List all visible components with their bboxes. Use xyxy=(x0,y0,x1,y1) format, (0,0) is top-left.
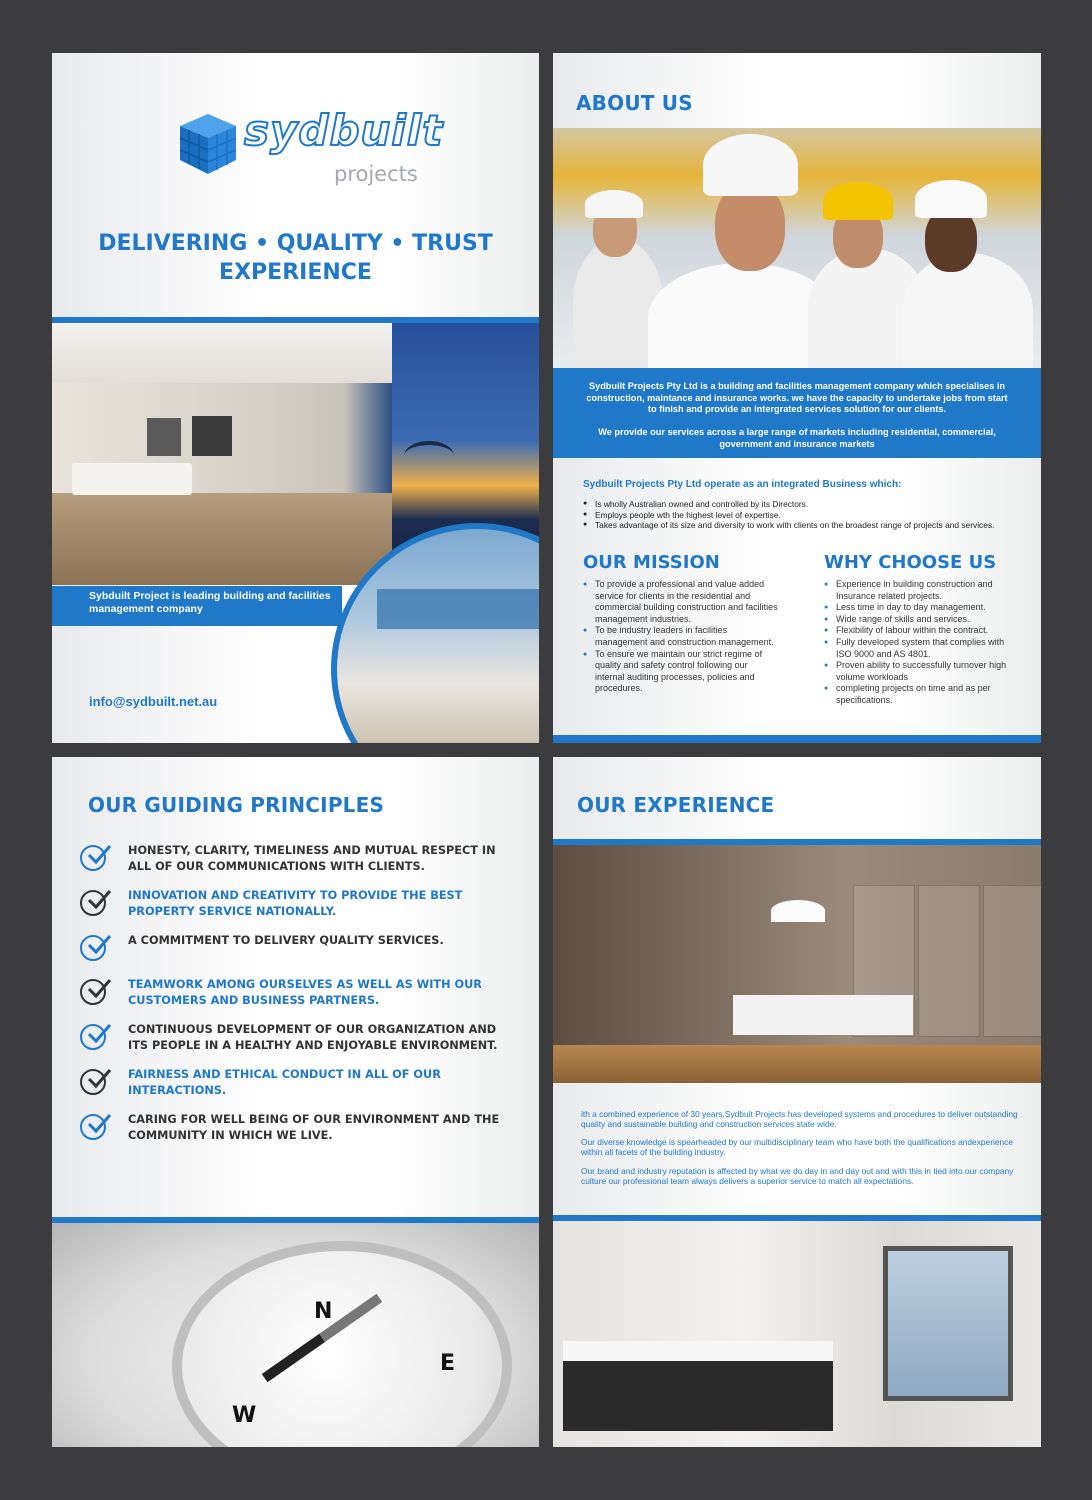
compass-letter: E xyxy=(440,1351,456,1376)
experience-paragraph-2: Our diverse knowledge is spearheaded by our multidisciplinary team who have both the qualifications andexperience within all facets of the building industry. xyxy=(581,1137,1014,1158)
list-item: ● To ensure we maintain our strict regime of quality and safety control following our internal auditing processes, policies and procedures. xyxy=(583,649,778,695)
principle-item xyxy=(80,843,520,874)
about-paragraph-1: Sydbuilt Projects Pty Ltd is a building and facilities management company which specialises in construction, maintance and insurance works. we have the capacity to undertake jobs from start to finish and provide an intergrated services solution for our clients. xyxy=(586,381,1008,414)
principle-text: CONTINUOUS DEVELOPMENT OF OUR ORGANIZATION AND ITS PEOPLE IN A HEALTHY AND ENJOYABLE ENVIRONMENT. xyxy=(128,1023,498,1052)
checkmark-icon xyxy=(80,1024,106,1050)
list-item: ● Flexibility of labour within the contract. xyxy=(824,625,1019,637)
why-choose-list xyxy=(824,579,1019,707)
checkmark-icon xyxy=(80,890,106,916)
email-link[interactable]: info@sydbuilt.net.au xyxy=(89,694,218,709)
sydbuilt-logo xyxy=(172,106,444,198)
checkmark-icon xyxy=(80,935,106,961)
principle-text: TEAMWORK AMONG OURSELVES AS WELL AS WITH OUR CUSTOMERS AND BUSINESS PARTNERS. xyxy=(128,978,482,1007)
about-title: ABOUT US xyxy=(576,91,693,115)
principle-text: HONESTY, CLARITY, TIMELINESS AND MUTUAL RESPECT IN ALL OF OUR COMMUNICATIONS WITH CLIENTS. xyxy=(128,844,496,873)
compass-photo xyxy=(52,1223,539,1447)
list-item: ● To be industry leaders in facilities management and construction management. xyxy=(583,625,778,648)
principle-item xyxy=(80,1112,520,1143)
compass-letter: W xyxy=(232,1403,257,1428)
logo-wordmark: sydbuilt xyxy=(244,106,444,155)
tagline-line-2: EXPERIENCE xyxy=(219,260,372,285)
mission-list xyxy=(583,579,778,695)
list-item: ● Wide range of skills and services. xyxy=(824,614,1019,626)
cube-logo-icon xyxy=(172,108,242,178)
checkmark-icon xyxy=(80,1114,106,1140)
principle-item xyxy=(80,977,520,1008)
list-item: ● Experience in building construction and Insurance related projects. xyxy=(824,579,1019,602)
list-item: ● Fully developed system that complies with ISO 9000 and AS 4801. xyxy=(824,637,1019,660)
logo-subtitle: projects xyxy=(334,162,418,186)
principle-item xyxy=(80,888,520,919)
compass-letter: N xyxy=(314,1299,333,1324)
experience-page xyxy=(553,757,1041,1447)
list-item: ● Employs people wth the highest level of expertise. xyxy=(583,510,1033,521)
experience-paragraph-3: Our brand and industry reputation is affected by what we do day in and day out and with this in tied into our company culture our professional team always delivers a superior service to match all expectations. xyxy=(581,1166,1014,1187)
principle-item xyxy=(80,1022,520,1053)
experience-title: OUR EXPERIENCE xyxy=(577,793,775,817)
experience-paragraph-1: ith a combined experience of 30 years,Sydbuit Projects has developed systems and procedures to deliver outstanding quality and sustainable building and construction services state wide. xyxy=(581,1109,1018,1130)
principle-text: CARING FOR WELL BEING OF OUR ENVIRONMENT AND THE COMMUNITY IN WHICH WE LIVE. xyxy=(128,1113,500,1142)
list-item: ● To provide a professional and value added service for clients in the residential and commercial building construction and facilities management industries. xyxy=(583,579,778,625)
tagline-line-1: DELIVERING • QUALITY • TRUST xyxy=(98,231,493,256)
principle-text: FAIRNESS AND ETHICAL CONDUCT IN ALL OF OUR INTERACTIONS. xyxy=(128,1068,441,1097)
checkmark-icon xyxy=(80,1069,106,1095)
operations-list xyxy=(583,499,1033,531)
list-item: ● Proven ability to successfully turnover high volume workloads xyxy=(824,660,1019,683)
cover-page xyxy=(52,53,539,743)
list-item: ● completing projects on time and as per specifications. xyxy=(824,683,1019,706)
list-item: ● Takes advantage of its size and diversity to work with clients on the broadest range of projects and services. xyxy=(583,520,1033,531)
about-paragraph-2: We provide our services across a large range of markets including residential, commercial, government and insurance markets xyxy=(598,427,996,449)
checkmark-icon xyxy=(80,979,106,1005)
principle-text: A COMMITMENT TO DELIVERY QUALITY SERVICES. xyxy=(128,934,444,947)
principle-item xyxy=(80,933,520,963)
footer-band xyxy=(553,735,1041,743)
bathroom-photo xyxy=(553,1221,1041,1447)
compass-dial xyxy=(172,1241,512,1447)
workers-photo xyxy=(553,128,1041,368)
principles-list xyxy=(80,843,520,1157)
list-item: ● Less time in day to day management. xyxy=(824,602,1019,614)
principle-text: INNOVATION AND CREATIVITY TO PROVIDE THE BEST PROPERTY SERVICE NATIONALLY. xyxy=(128,889,463,918)
why-choose-title: WHY CHOOSE US xyxy=(824,552,997,573)
intro-text: Sybduilt Project is leading building and facilities management company xyxy=(89,590,331,615)
checkmark-icon xyxy=(80,845,106,871)
mission-title: OUR MISSION xyxy=(583,552,720,573)
list-item: ● Is wholly Australian owned and controlled by its Directors. xyxy=(583,499,1033,510)
operations-heading: Sydbuilt Projects Pty Ltd operate as an integrated Business which: xyxy=(583,479,902,490)
principles-page xyxy=(52,757,539,1447)
principle-item xyxy=(80,1067,520,1098)
kitchen-photo xyxy=(553,845,1041,1083)
about-page xyxy=(553,53,1041,743)
principles-title: OUR GUIDING PRINCIPLES xyxy=(88,793,385,817)
